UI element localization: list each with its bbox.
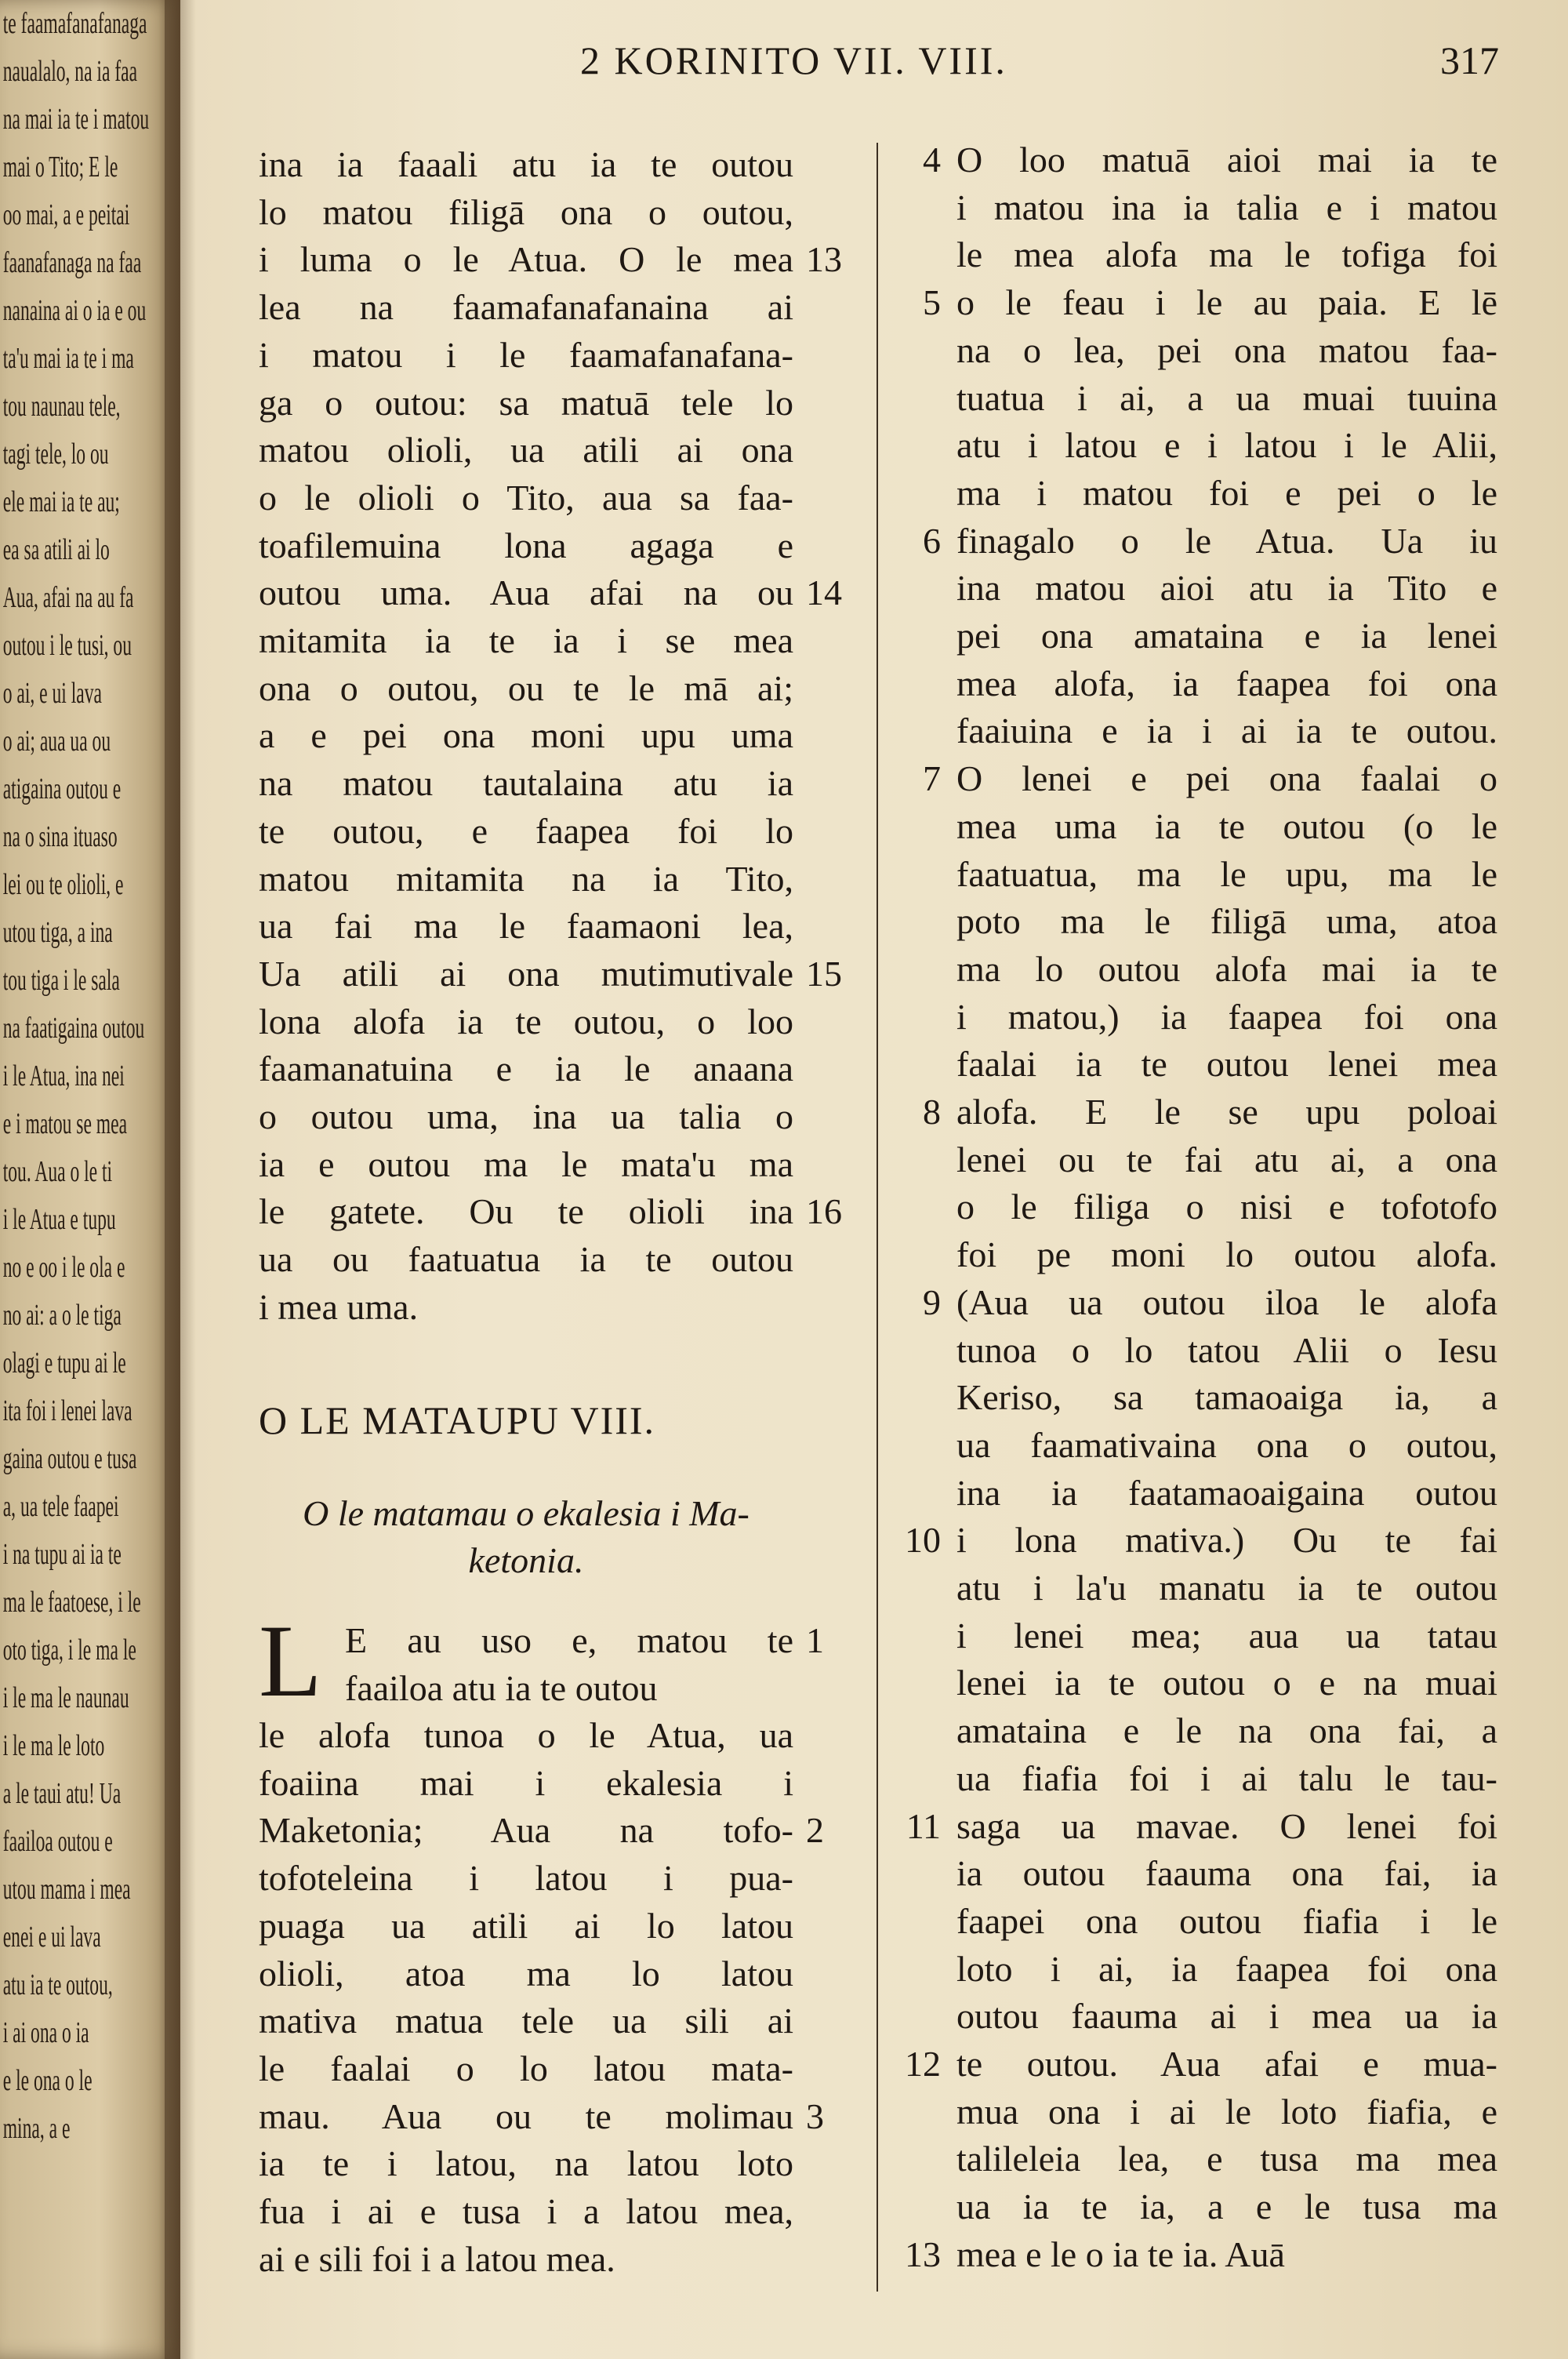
text-line: (Aua ua outou iloa le alofa — [956, 1281, 1497, 1322]
facing-page-line: oto tiga, i le ma le — [2, 1634, 136, 1667]
facing-page-line: e i matou se mea — [2, 1107, 128, 1140]
facing-page-line: atigaina outou e — [2, 772, 122, 805]
text-line: tofoteleina i latou i pua- — [259, 1858, 793, 1899]
facing-page-line: te faamafanafanaga — [2, 7, 147, 40]
facing-page-line: faanafanaga na faa — [2, 246, 142, 279]
text-line: i matou ina ia talia e i matou — [956, 187, 1497, 227]
page-number: 317 — [1440, 38, 1499, 82]
running-head: 2 KORINITO VII. VIII. — [580, 38, 1007, 82]
verse-number: 5 — [923, 282, 941, 323]
facing-page-line: i le ma le loto — [2, 1729, 105, 1762]
verse-number: 2 — [806, 1810, 824, 1851]
text-line: ia e outou ma le mata'u ma — [259, 1143, 793, 1184]
text-line: faapei ona outou fiafia i le — [956, 1900, 1497, 1941]
chapter-subtitle-line: O le matamau o ekalesia i Ma- — [303, 1493, 750, 1533]
text-line: mua ona i ai le loto fiafia, e — [956, 2091, 1497, 2132]
text-line: a e pei ona moni upu uma — [259, 715, 793, 756]
facing-page-line: i ai ona o ia — [2, 2016, 89, 2049]
facing-page-line: oo mai, a e peitai — [2, 198, 130, 231]
text-line: i matou i le faamafanafana- — [259, 334, 793, 375]
text-line: ma lo outou alofa mai ia te — [956, 948, 1497, 989]
text-line: te outou, e faapea foi lo — [259, 810, 793, 851]
text-line: toafilemuina lona agaga e — [259, 525, 793, 565]
facing-page-line: mina, a e — [2, 2112, 71, 2145]
text-line: o outou uma, ina ua talia o — [259, 1096, 793, 1136]
facing-page-line: naualalo, na ia faa — [2, 55, 138, 88]
text-line: ai e sili foi i a latou mea. — [259, 2238, 615, 2279]
text-line: foaiina mai i ekalesia i — [259, 1762, 793, 1803]
text-line: le mea alofa ma le tofiga foi — [956, 234, 1497, 275]
facing-page-line: ele mai ia te au; — [2, 485, 120, 518]
text-line: i mea uma. — [259, 1286, 419, 1327]
text-line: mativa matua tele ua sili ai — [259, 2001, 793, 2041]
facing-page-line: faailoa outou e — [2, 1825, 113, 1858]
facing-page-line: tou. Aua o le ti — [2, 1155, 113, 1188]
text-line: foi pe moni lo outou alofa. — [956, 1234, 1497, 1275]
text-line: faatuatua, ma le upu, ma le — [956, 853, 1497, 894]
text-line: ia outou faauma ona fai, ia — [956, 1853, 1497, 1894]
facing-page-line: i le ma le naunau — [2, 1681, 129, 1714]
text-line: lea na faamafanafanaina ai — [259, 287, 793, 328]
facing-page-line: no ai: a o le tiga — [2, 1299, 122, 1332]
facing-page-line: enei e ui lava — [2, 1921, 101, 1954]
facing-page-line: outou i le tusi, ou — [2, 629, 132, 662]
verse-number: 8 — [923, 1092, 941, 1132]
text-line: ua ou faatuatua ia te outou — [259, 1239, 793, 1280]
verse-number: 4 — [923, 140, 941, 180]
text-line: ua ia te ia, a e le tusa ma — [956, 2186, 1497, 2227]
facing-page-line: Aua, afai na au fa — [2, 581, 134, 614]
text-line: ia te i latou, na latou loto — [259, 2143, 793, 2184]
verse-number: 15 — [806, 953, 842, 994]
text-line: na matou tautalaina atu ia — [259, 763, 793, 804]
text-line: faailoa atu ia te outou — [345, 1667, 658, 1708]
text-line: pei ona amataina e ia lenei — [956, 616, 1497, 656]
facing-page-line: utou tiga, a ina — [2, 916, 113, 949]
text-line: puaga ua atili ai lo latou — [259, 1905, 793, 1946]
spine-shadow — [165, 0, 196, 2359]
text-line: tunoa o lo tatou Alii o Iesu — [956, 1329, 1497, 1370]
text-line: Keriso, sa tamaoaiga ia, a — [956, 1377, 1497, 1418]
verse-number: 10 — [905, 1520, 941, 1561]
facing-page-line: i le Atua, ina nei — [2, 1060, 125, 1092]
facing-page-line: o ai; aua ua ou — [2, 725, 111, 758]
text-line: le gatete. Ou te olioli ina — [259, 1191, 793, 1232]
facing-page-line: ma le faatoese, i le — [2, 1586, 141, 1619]
verse-number: 1 — [806, 1620, 824, 1660]
text-line: o le olioli o Tito, aua sa faa- — [259, 477, 793, 518]
text-line: ga o outou: sa matuā tele lo — [259, 382, 793, 423]
facing-page-line: i na tupu ai ia te — [2, 1538, 122, 1571]
verse-number: 6 — [923, 520, 941, 561]
facing-page-line: mai o Tito; E le — [2, 151, 118, 184]
facing-page-line: tou naunau tele, — [2, 390, 121, 423]
text-line: i matou,) ia faapea foi ona — [956, 996, 1497, 1037]
verse-number: 9 — [923, 1281, 941, 1322]
facing-page-line: o ai, e ui lava — [2, 677, 102, 710]
facing-page-line: ta'u mai ia te i ma — [2, 342, 134, 375]
verse-number: 12 — [905, 2044, 941, 2084]
facing-page-line: na o sina ituaso — [2, 820, 118, 853]
text-line: mau. Aua ou te molimau — [259, 2095, 793, 2136]
facing-page-line: tagi tele, lo ou — [2, 438, 109, 471]
text-line: mitamita ia te ia i se mea — [259, 620, 793, 660]
chapter-subtitle — [259, 1490, 793, 1584]
chapter-heading: O LE MATAUPU VIII. — [259, 1398, 656, 1442]
text-line: lenei ia te outou o e na muai — [956, 1663, 1497, 1703]
verse-number: 14 — [806, 572, 842, 613]
text-line: na o lea, pei ona matou faa- — [956, 329, 1497, 370]
facing-page-line: e le ona o le — [2, 2064, 93, 2097]
facing-page-line: ea sa atili ai lo — [2, 533, 110, 566]
verse-number: 7 — [923, 758, 941, 799]
text-line: i lenei mea; aua ua tatau — [956, 1615, 1497, 1656]
facing-page-line: utou mama i mea — [2, 1873, 131, 1906]
verse-number: 13 — [806, 239, 842, 280]
facing-page-line: gaina outou e tusa — [2, 1442, 137, 1475]
text-line: Maketonia; Aua na tofo- — [259, 1810, 793, 1851]
text-line: faalai ia te outou lenei mea — [956, 1044, 1497, 1085]
verse-number: 11 — [906, 1805, 941, 1846]
facing-page-line: i le Atua e tupu — [2, 1203, 116, 1236]
text-line: ina matou aioi atu ia Tito e — [956, 568, 1497, 609]
text-line: matou mitamita na ia Tito, — [259, 858, 793, 899]
text-line: outou uma. Aua afai na ou — [259, 572, 793, 613]
text-line: Ua atili ai ona mutimutivale — [259, 953, 793, 994]
text-line: mea uma ia te outou (o le — [956, 805, 1497, 846]
facing-page-line: na mai ia te i matou — [2, 103, 150, 136]
drop-cap: L — [259, 1603, 322, 1718]
text-line: le faalai o lo latou mata- — [259, 2048, 793, 2088]
text-line: alofa. E le se upu poloai — [956, 1092, 1497, 1132]
text-line: olioli, atoa ma lo latou — [259, 1953, 793, 1994]
text-line: ina ia faaali atu ia te outou — [259, 144, 793, 184]
verse-number: 3 — [806, 2095, 824, 2136]
text-line: mea alofa, ia faapea foi ona — [956, 663, 1497, 703]
facing-page-line: a, ua tele faapei — [2, 1490, 119, 1523]
text-line: ua fiafia foi i ai talu le tau- — [956, 1757, 1497, 1798]
text-line: lo matou filigā ona o outou, — [259, 191, 793, 232]
text-line: lenei ou te fai atu ai, a ona — [956, 1139, 1497, 1180]
text-line: ona o outou, ou te le mā ai; — [259, 667, 793, 708]
column-divider — [877, 143, 878, 2292]
facing-page-line: atu ia te outou, — [2, 1968, 113, 2001]
text-line: atu i latou e i latou i le Alii, — [956, 425, 1497, 466]
text-line: o le filiga o nisi e tofotofo — [956, 1187, 1497, 1227]
facing-page-line: tou tiga i le sala — [2, 964, 120, 997]
facing-page-line: na faatigaina outou — [2, 1012, 145, 1045]
text-line: talileleia lea, e tusa ma mea — [956, 2139, 1497, 2179]
text-line: le alofa tunoa o le Atua, ua — [259, 1715, 793, 1755]
facing-page-edge — [0, 0, 180, 2359]
facing-page-line: no e oo i le ola e — [2, 1251, 125, 1284]
text-line: faaiuina e ia i ai ia te outou. — [956, 711, 1497, 751]
text-line: outou faauma ai i mea ua ia — [956, 1996, 1497, 2037]
text-line: O loo matuā aioi mai ia te — [956, 140, 1497, 180]
text-line: fua i ai e tusa i a latou mea, — [259, 2191, 793, 2231]
text-line: poto ma le filigā uma, atoa — [956, 901, 1497, 942]
text-line: matou olioli, ua atili ai ona — [259, 430, 793, 471]
text-line: ua fai ma le faamaoni lea, — [259, 906, 793, 947]
text-line: atu i la'u manatu ia te outou — [956, 1568, 1497, 1608]
facing-page-line: olagi e tupu ai le — [2, 1347, 126, 1379]
chapter-subtitle-line: ketonia. — [468, 1540, 584, 1580]
text-line: finagalo o le Atua. Ua iu — [956, 520, 1497, 561]
facing-page-line: lei ou te olioli, e — [2, 868, 124, 901]
facing-page-line: nanaina ai o ia e ou — [2, 294, 147, 327]
text-line: amataina e le na ona fai, a — [956, 1710, 1497, 1751]
text-line: loto i ai, ia faapea foi ona — [956, 1948, 1497, 1989]
text-line: lona alofa ia te outou, o loo — [259, 1001, 793, 1041]
text-line: faamanatuina e ia le anaana — [259, 1049, 793, 1089]
text-line: ma i matou foi e pei o le — [956, 472, 1497, 513]
text-line: O lenei e pei ona faalai o — [956, 758, 1497, 799]
text-line: i luma o le Atua. O le mea — [259, 239, 793, 280]
text-line: ua faamativaina ona o outou, — [956, 1424, 1497, 1465]
verse-number: 16 — [806, 1191, 842, 1232]
facing-page-line: a le taui atu! Ua — [2, 1777, 122, 1810]
text-line: o le feau i le au paia. E lē — [956, 282, 1497, 323]
text-line: E au uso e, matou te — [345, 1620, 793, 1660]
text-line: i lona mativa.) Ou te fai — [956, 1520, 1497, 1561]
text-line: mea e le o ia te ia. Auā — [956, 2234, 1285, 2274]
text-line: saga ua mavae. O lenei foi — [956, 1805, 1497, 1846]
text-line: te outou. Aua afai e mua- — [956, 2044, 1497, 2084]
facing-page-line: ita foi i lenei lava — [2, 1394, 132, 1427]
text-line: ina ia faatamaoaigaina outou — [956, 1472, 1497, 1513]
text-line: tuatua i ai, a ua muai tuuina — [956, 377, 1497, 418]
verse-number: 13 — [905, 2234, 941, 2274]
